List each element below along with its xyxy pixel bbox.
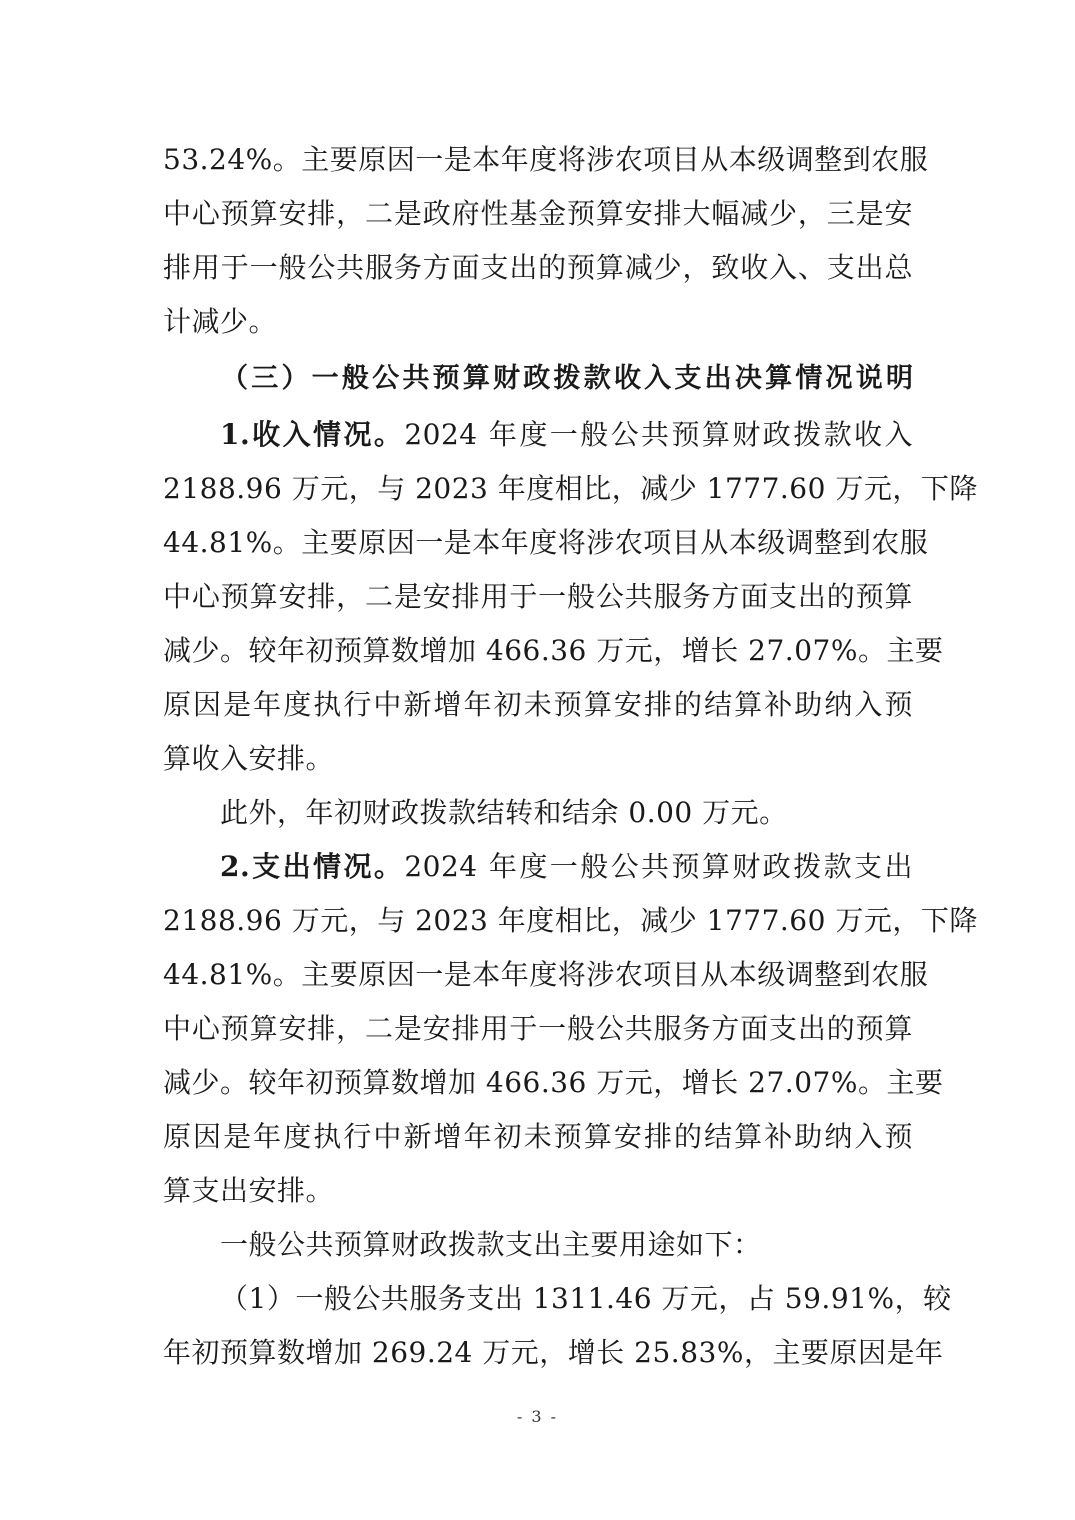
expenditure-first-rest: 2024 年度一般公共预算财政拨款支出 (404, 850, 913, 883)
paragraph-line: 中心预算安排，二是政府性基金预算安排大幅减少，三是安 (163, 197, 913, 230)
usage-intro: 一般公共预算财政拨款支出主要用途如下： (220, 1228, 762, 1261)
income-first-rest: 2024 年度一般公共预算财政拨款收入 (404, 418, 913, 451)
section-heading: （三）一般公共预算财政拨款收入支出决算情况说明 (221, 363, 913, 394)
paragraph-line: 中心预算安排，二是安排用于一般公共服务方面支出的预算 (163, 580, 913, 613)
income-lead: 1.收入情况。 (220, 418, 405, 451)
income-first-line (220, 408, 913, 462)
paragraph-line: 2188.96 万元，与 2023 年度相比，减少 1777.60 万元，下降 (163, 472, 978, 505)
paragraph-line: 44.81%。主要原因一是本年度将涉农项目从本级调整到农服 (163, 526, 929, 559)
paragraph-line: 中心预算安排，二是安排用于一般公共服务方面支出的预算 (163, 1012, 913, 1045)
paragraph-line: 减少。较年初预算数增加 466.36 万元，增长 27.07%。主要 (163, 1066, 944, 1099)
expenditure-first-line (220, 840, 913, 894)
expenditure-lead: 2.支出情况。 (220, 850, 405, 883)
paragraph-line: 减少。较年初预算数增加 466.36 万元，增长 27.07%。主要 (163, 634, 944, 667)
paragraph-line: 原因是年度执行中新增年初未预算安排的结算补助纳入预 (163, 688, 913, 721)
paragraph-line: 排用于一般公共服务方面支出的预算减少，致收入、支出总 (163, 251, 913, 284)
paragraph-line: 44.81%。主要原因一是本年度将涉农项目从本级调整到农服 (163, 958, 929, 991)
page-number: - 3 - (516, 1407, 559, 1426)
item-1-line: 年初预算数增加 269.24 万元，增长 25.83%，主要原因是年 (163, 1336, 944, 1369)
paragraph-line: 2188.96 万元，与 2023 年度相比，减少 1777.60 万元，下降 (163, 904, 978, 937)
carryover-line: 此外，年初财政拨款结转和结余 0.00 万元。 (220, 796, 788, 829)
paragraph-line: 原因是年度执行中新增年初未预算安排的结算补助纳入预 (163, 1120, 913, 1153)
paragraph-line: 算支出安排。 (163, 1174, 335, 1207)
paragraph-line: 计减少。 (163, 305, 278, 338)
item-1-line: （1）一般公共服务支出 1311.46 万元，占 59.91%，较 (220, 1282, 952, 1315)
paragraph-line: 算收入安排。 (163, 742, 335, 775)
paragraph-line: 53.24%。主要原因一是本年度将涉农项目从本级调整到农服 (163, 143, 929, 176)
